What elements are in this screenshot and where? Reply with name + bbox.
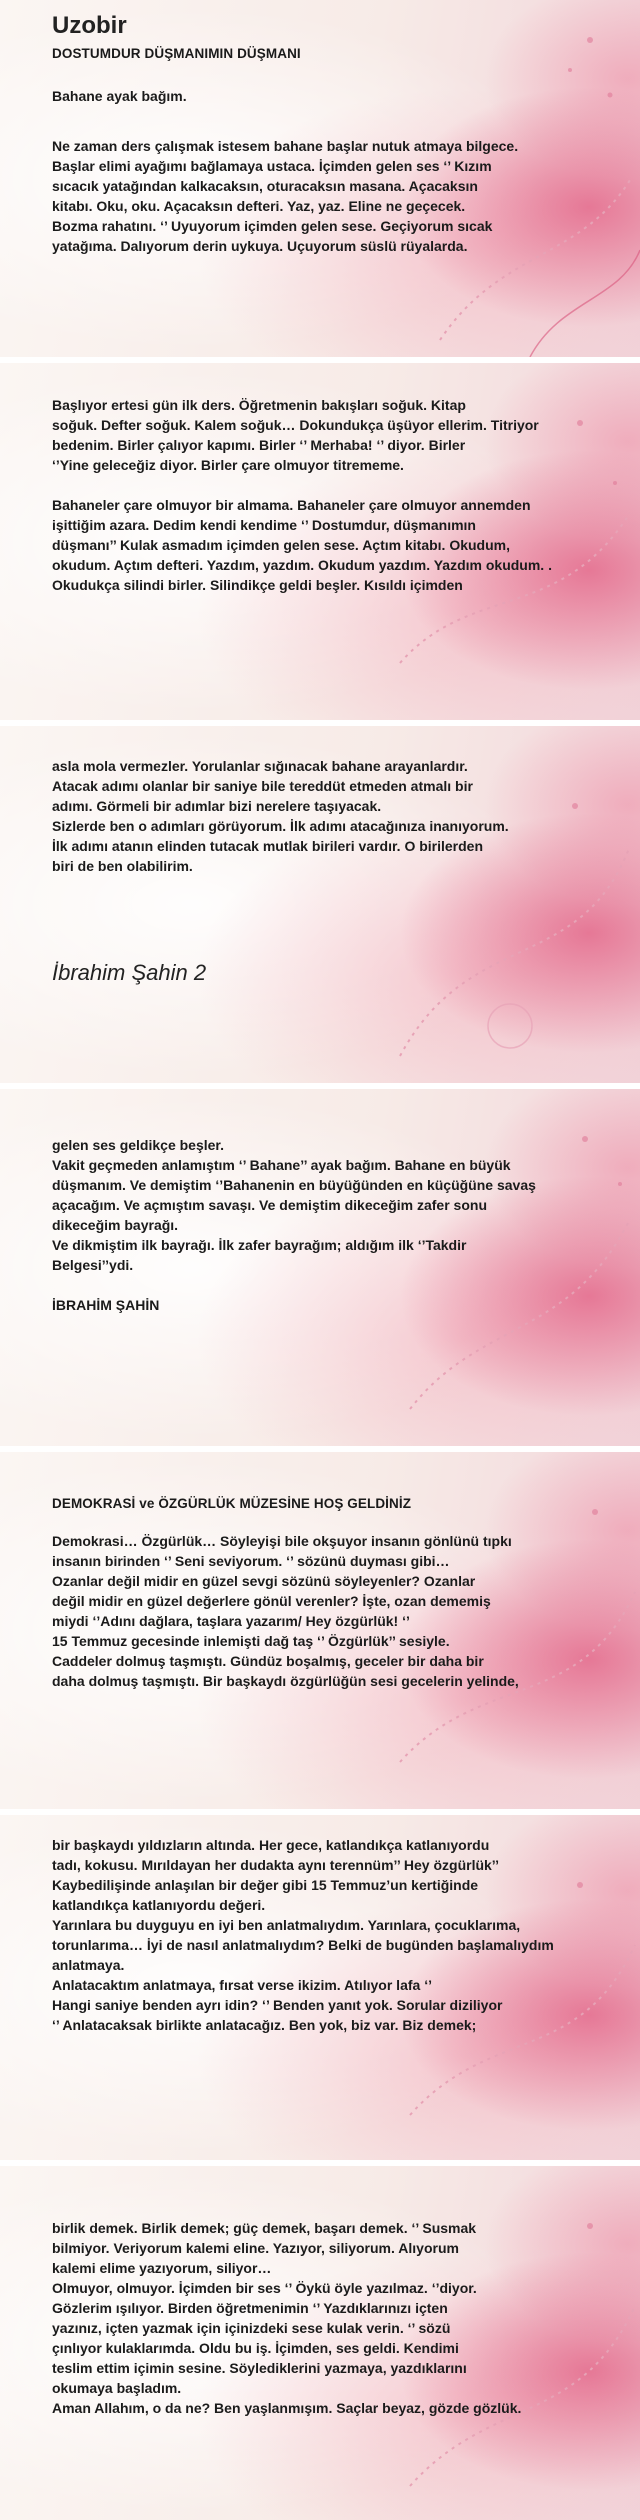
text-line: Bozma rahatını. ‘’ Uyuyorum içimden gelen sese. Geçiyorum sıcak [52,218,493,234]
text-line: miydi ‘’Adını dağlara, taşlara yazarım/ Hey özgürlük! ‘’ [52,1613,410,1629]
text-line: kitabı. Oku, oku. Açacaksın defteri. Yaz, yaz. Eline ne geçecek. [52,198,466,214]
text-line: ‘’ Anlatacaksak birlikte anlatacağız. Ben yok, biz var. Biz demek; [52,2017,477,2033]
text-line: Ve dikmiştim ilk bayrağı. İlk zafer bayrağım; aldığım ilk ‘’Takdir [52,1237,467,1253]
text-line: Okudukça silindi birler. Silindikçe geldi beşler. Kısıldı içimden [52,577,463,593]
text-line: bedenim. Birler çalıyor kapımı. Birler ‘’ Merhaba! ‘’ diyor. Birler [52,437,466,453]
text-line: Kaybedilişinde anlaşılan bir değer gibi 15 Temmuz’un kertiğinde [52,1877,479,1893]
text-line: Ne zaman ders çalışmak istesem bahane başlar nutuk atmaya bilgece. [52,138,519,154]
author-heading: İbrahim Şahin 2 [52,960,207,985]
text-line: Bahane ayak bağım. [52,88,187,104]
text-line: Başlıyor ertesi gün ilk ders. Öğretmenin bakışları soğuk. Kitap [52,397,466,413]
text-line: çınlıyor kulaklarımda. Oldu bu iş. İçimden, ses geldi. Kendimi [52,2340,459,2356]
poem-panel-7 [0,2166,640,2520]
poem-panel-1 [0,0,640,357]
text-line: Belgesi’’ydi. [52,1257,134,1273]
text-line: soğuk. Defter soğuk. Kalem soğuk… Dokundukça üşüyor ellerim. Titriyor [52,417,539,433]
text-line: Caddeler dolmuş taşmıştı. Gündüz boşalmış, geceler bir daha bir [52,1653,484,1669]
text-line: Başlar elimi ayağımı bağlamaya ustaca. İçimden gelen ses ‘’ Kızım [52,158,492,174]
poem-panel-2 [0,363,640,720]
text-line: birlik demek. Birlik demek; güç demek, başarı demek. ‘’ Susmak [52,2220,477,2236]
text-line: anlatmaya. [52,1957,125,1973]
text-line: Aman Allahım, o da ne? Ben yaşlanmışım. Saçlar beyaz, gözde gözlük. [52,2400,522,2416]
text-line: değil midir en güzel değerlere gönül verenler? İşte, ozan dememiş [52,1593,491,1609]
text-line: Sizlerde ben o adımları görüyorum. İlk adımı atacağınıza inanıyorum. [52,818,509,834]
text-line: teslim ettim içimin sesine. Söylediklerini yazmaya, yazdıklarını [52,2360,467,2376]
text-line: biri de ben olabilirim. [52,858,193,874]
poem-title: DOSTUMDUR DÜŞMANIMIN DÜŞMANI [52,46,301,61]
poem-panel-6 [0,1815,640,2160]
text-line: İlk adımı atanın elinden tutacak mutlak birileri vardır. O birilerden [52,838,484,854]
text-line: düşmanı’’ Kulak asmadım içimden gelen sese. Açtım kitabı. Okudum, [52,537,510,553]
text-line: gelen ses geldikçe beşler. [52,1137,224,1153]
poem-panel-5 [0,1452,640,1809]
text-line: sıcacık yatağından kalkacaksın, oturacaksın masana. Açacaksın [52,178,478,194]
text-line: bilmiyor. Veriyorum kalemi eline. Yazıyor, siliyorum. Alıyorum [52,2240,459,2256]
text-line: açacağım. Ve açmıştım savaşı. Ve demiştim dikeceğim zafer sonu [52,1197,487,1213]
text-line: adımı. Görmeli bir adımlar bizi nerelere taşıyacak. [52,798,382,814]
text-line: kalemi elime yazıyorum, siliyor… [52,2260,272,2276]
text-line: 15 Temmuz gecesinde inlemişti dağ taş ‘’ Özgürlük’’ sesiyle. [52,1633,450,1649]
text-line: Hangi saniye benden ayrı idin? ‘’ Benden yanıt yok. Sorular diziliyor [52,1997,503,2013]
text-line: yazınız, içten yazmak için içinizdeki sese kulak verin. ‘’ sözü [52,2320,451,2336]
text-line: dikeceğim bayrağı. [52,1217,179,1233]
text-line: okudum. Açtım defteri. Yazdım, yazdım. Okudum yazdım. Yazdım okudum. . [52,557,552,573]
text-line: bir başkaydı yıldızların altında. Her gece, katlandıkça katlanıyordu [52,1837,490,1853]
story-title: DEMOKRASİ ve ÖZGÜRLÜK MÜZESİNE HOŞ GELDİNİZ [52,1496,412,1511]
text-line: Yarınlara bu duyguyu en iyi ben anlatmalıydım. Yarınlara, çocuklarıma, [52,1917,521,1933]
text-line: Anlatacaktım anlatmaya, fırsat verse ikizim. Atılıyor lafa ‘’ [52,1977,432,1993]
page-title: Uzobir [52,12,127,39]
text-line: Bahaneler çare olmuyor bir almama. Bahaneler çare olmuyor annemden [52,497,531,513]
text-line: yatağıma. Dalıyorum derin uykuya. Uçuyorum süslü rüyalarda. [52,238,468,254]
text-line: işittiğim azara. Dedim kendi kendime ‘’ Dostumdur, düşmanımın [52,517,476,533]
text-line: Gözlerim ışılıyor. Birden öğretmenimin ‘’ Yazdıklarınızı içten [52,2300,448,2316]
text-line: Vakit geçmeden anlamıştım ‘’ Bahane’’ ayak bağım. Bahane en büyük [52,1157,511,1173]
text-line: Atacak adımı olanlar bir saniye bile tereddüt etmeden atmalı bir [52,778,473,794]
text-line: okumaya başladım. [52,2380,182,2396]
text-line: insanın birinden ‘’ Seni seviyorum. ‘’ sözünü duyması gibi… [52,1553,450,1569]
text-line: katlandıkça katlanıyordu değeri. [52,1897,266,1913]
text-line: tadı, kokusu. Mırıldayan her dudakta aynı terennüm’’ Hey özgürlük’’ [52,1857,500,1873]
text-line: Ozanlar değil midir en güzel sevgi sözünü söyleyenler? Ozanlar [52,1573,476,1589]
text-line: Olmuyor, olmuyor. İçimden bir ses ‘’ Öykü öyle yazılmaz. ‘’diyor. [52,2280,477,2296]
text-line: ‘’Yine geleceğiz diyor. Birler çare olmuyor titrememe. [52,457,404,473]
text-line: asla mola vermezler. Yorulanlar sığınacak bahane arayanlardır. [52,758,468,774]
text-line: Demokrasi… Özgürlük… Söyleyişi bile okşuyor insanın gönlünü tıpkı [52,1533,512,1549]
text-line: daha dolmuş taşmıştı. Bir başkaydı özgürlüğün sesi gecelerin yelinde, [52,1673,519,1689]
author-signature: İBRAHİM ŞAHİN [52,1297,160,1313]
text-line: düşmanım. Ve demiştim ‘’Bahanenin en büyüğünden en küçüğüne savaş [52,1177,536,1193]
poem-panel-4 [0,1089,640,1446]
poem-panel-3 [0,726,640,1083]
text-line: torunlarıma… İyi de nasıl anlatmalıydım? Belki de bugünden başlamalıydım [52,1937,554,1953]
